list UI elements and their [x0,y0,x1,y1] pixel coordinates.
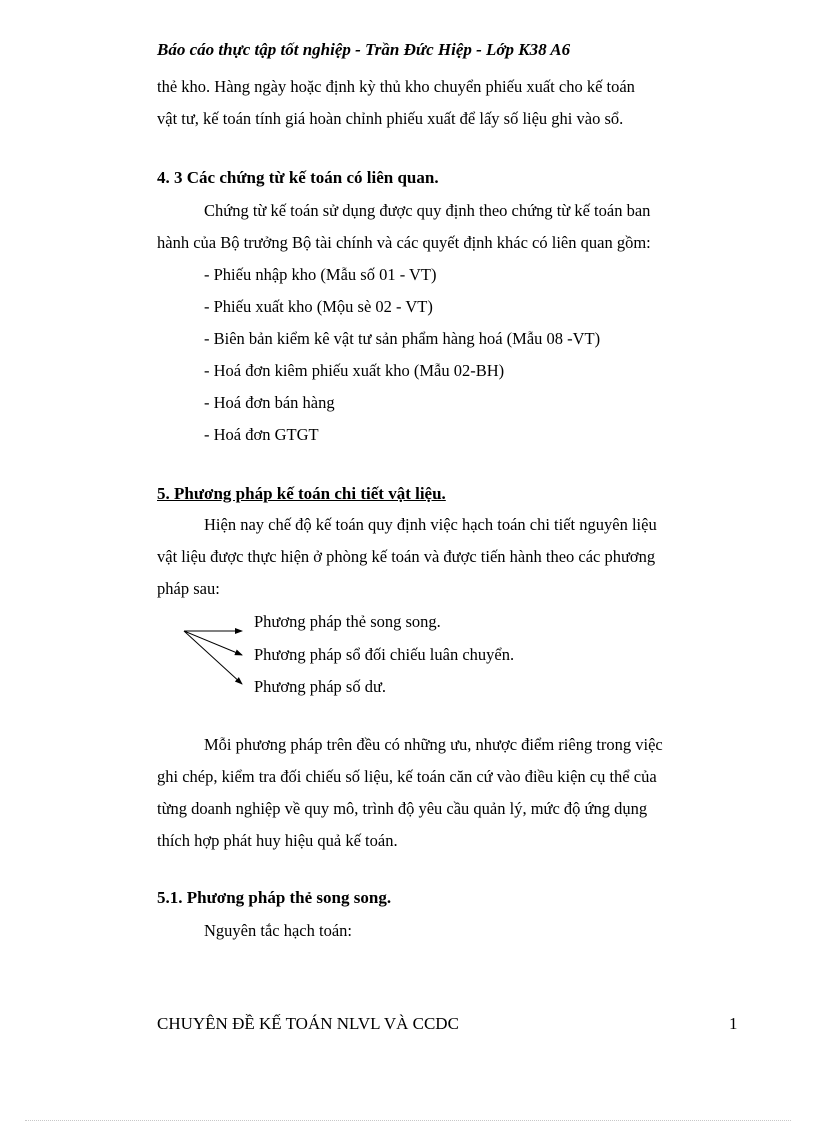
page-bottom-divider [25,1120,791,1121]
page-number: 1 [729,1014,738,1033]
section-4-3-heading: 4. 3 Các chứng từ kế toán có liên quan. [157,168,439,187]
section-5-para2-line-3: từng doanh nghiệp về quy mô, trình độ yêu cầu quản lý, mức độ ứng dụng [157,799,648,818]
document-list-item: - Hoá đơn bán hàng [204,393,335,412]
method-item: Phương pháp số dư. [254,677,387,696]
document-list-item: - Hoá đơn kiêm phiếu xuất kho (Mẫu 02-BH) [204,361,505,380]
arrow-line-3 [184,631,242,684]
section-5-1-line: Nguyên tắc hạch toán: [204,921,352,940]
document-list-item: - Phiếu nhập kho (Mẫu số 01 - VT) [204,265,437,284]
section-5-para-line-3: pháp sau: [157,579,220,598]
section-5-para2-line-4: thích hợp phát huy hiệu quả kế toán. [157,831,398,850]
section-5-para2-line-1: Mỗi phương pháp trên đều có những ưu, nhược điểm riêng trong việc [204,735,663,754]
arrow-line-2 [184,631,242,655]
method-item: Phương pháp thẻ song song. [254,612,441,631]
page-header: Báo cáo thực tập tốt nghiệp - Trần Đức Hiệp - Lớp K38 A6 [157,40,571,59]
section-5-para-line-2: vật liệu được thực hiện ở phòng kế toán và được tiến hành theo các phương [157,547,656,566]
section-4-3-para-line-2: hành của Bộ trưởng Bộ tài chính và các quyết định khác có liên quan gồm: [157,233,651,252]
intro-line-1: thẻ kho. Hàng ngày hoặc định kỳ thủ kho chuyển phiếu xuất cho kế toán [157,77,635,96]
method-item: Phương pháp sổ đối chiếu luân chuyển. [254,645,515,664]
document-list-item: - Hoá đơn GTGT [204,425,319,444]
section-4-3-para-line-1: Chứng từ kế toán sử dụng được quy định theo chứng từ kế toán ban [204,201,651,220]
document-list-item: - Phiếu xuất kho (Mộu sè 02 - VT) [204,297,433,316]
branch-arrows [180,615,250,690]
footer-title: CHUYÊN ĐỀ KẾ TOÁN NLVL VÀ CCDC [157,1014,459,1033]
section-5-para-line-1: Hiện nay chế độ kế toán quy định việc hạch toán chi tiết nguyên liệu [204,515,657,534]
intro-line-2: vật tư, kế toán tính giá hoàn chỉnh phiếu xuất để lấy số liệu ghi vào sổ. [157,109,624,128]
section-5-heading: 5. Phương pháp kế toán chi tiết vật liệu. [157,484,446,503]
section-5-1-heading: 5.1. Phương pháp thẻ song song. [157,888,392,907]
document-list-item: - Biên bản kiểm kê vật tư sản phẩm hàng hoá (Mẫu 08 -VT) [204,329,601,348]
section-5-para2-line-2: ghi chép, kiểm tra đối chiếu số liệu, kế toán căn cứ vào điều kiện cụ thể của [157,767,657,786]
